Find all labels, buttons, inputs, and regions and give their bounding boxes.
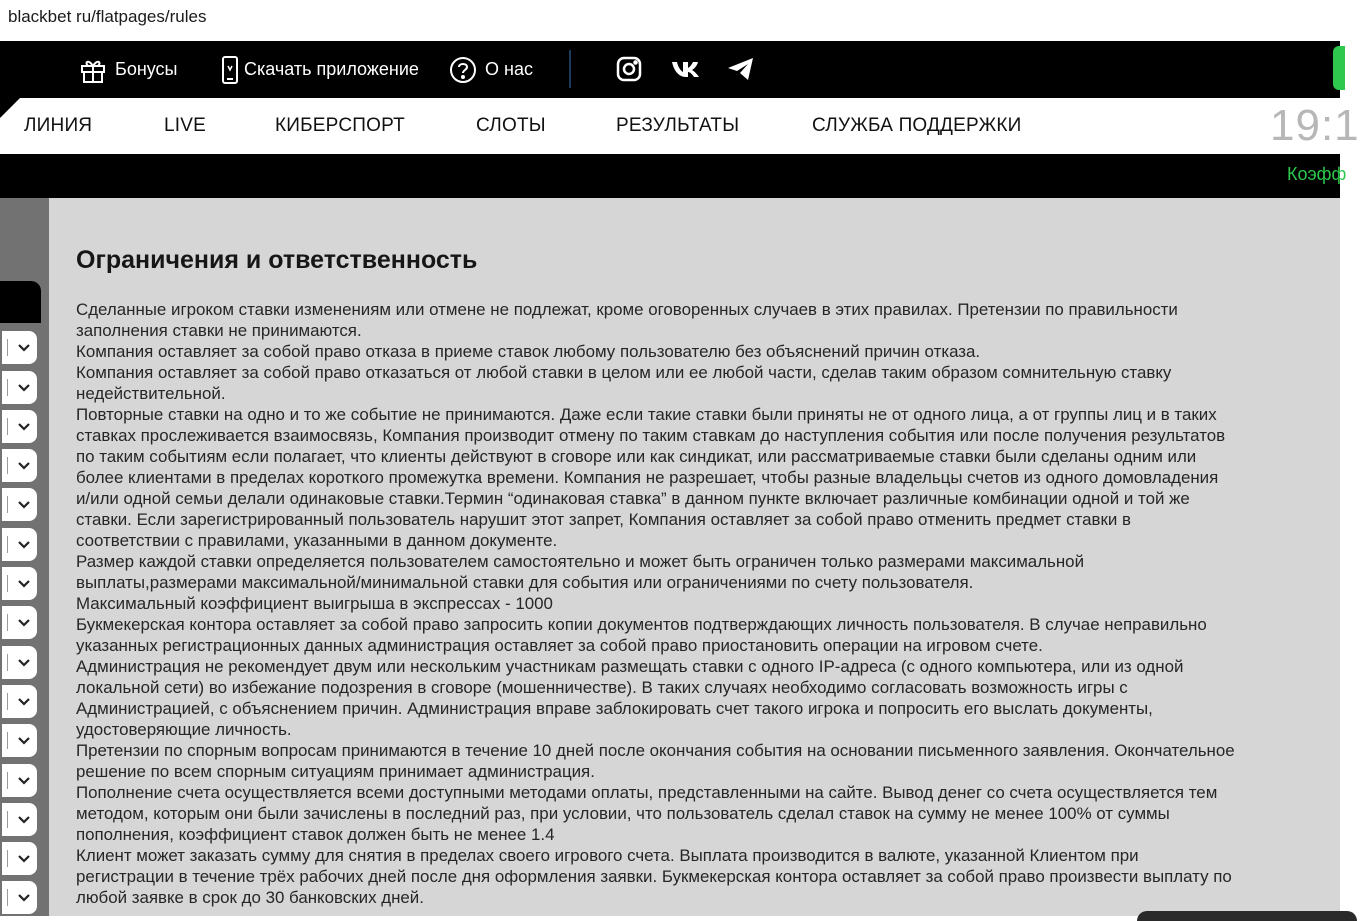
chevron-down-icon	[17, 736, 31, 746]
chevron-down-icon	[17, 343, 31, 353]
rules-text	[76, 299, 1338, 908]
rules-line: Компания оставляет за собой право отказаться от любой ставки в целом или ее любой части, сделав таким образом сомнительную ставку	[76, 363, 1172, 382]
sidebar-expand-button[interactable]	[2, 803, 37, 836]
sidebar-expand-button[interactable]	[2, 567, 37, 600]
rules-line: соответствии с правилами, указанными в данном документе.	[76, 531, 558, 550]
rules-line: Клиент может заказать сумму для снятия в пределах своего игрового счета. Выплата производится в валюте, указанной Клиентом при	[76, 846, 1139, 865]
chevron-down-icon	[17, 815, 31, 825]
nav-slots[interactable]: СЛОТЫ	[476, 115, 546, 136]
sidebar-expand-button[interactable]	[2, 881, 37, 914]
ticker-bar	[0, 154, 1347, 198]
rules-line: регистрации в течение трёх рабочих дней после дня оформления заявки. Букмекерская контора оставляет за собой право произвести выплату по	[76, 867, 1232, 886]
chevron-down-icon	[17, 422, 31, 432]
sidebar-expand-button[interactable]	[2, 371, 37, 404]
rules-line: ставках прослеживается взаимосвязь, Компания производит отмену по таким ставкам до наступления события или после получения результатов	[76, 426, 1226, 445]
sidebar-expand-button[interactable]	[2, 685, 37, 718]
rules-line: Пополнение счета осуществляется всеми доступными методами оплаты, представленными на сайте. Вывод денег со счета осуществляется тем	[76, 783, 1218, 802]
rules-line: Претензии по спорным вопросам принимаются в течение 10 дней после окончания события на основании письменного заявления. Окончательное	[76, 741, 1235, 760]
rules-line: локальной сети) во избежание подозрения в сговоре (мошенничестве). В таких случаях необходимо согласовать возможность игры с	[76, 678, 1128, 697]
sidebar-expand-button[interactable]	[2, 449, 37, 482]
rules-line: по таким событиям если полагает, что клиенты действуют в сговоре или как синдикат, или рассматриваемые ставки были сделаны одним или	[76, 447, 1197, 466]
rules-line: Администрация не рекомендует двум или нескольким участникам размещать ставки с одного IP-адреса (с одного компьютера, или из одной	[76, 657, 1184, 676]
sidebar-expand-button[interactable]	[2, 488, 37, 521]
rules-line: Повторные ставки на одно и то же событие не принимаются. Даже если такие ставки были приняты не от одного лица, а от группы лиц и в таких	[76, 405, 1217, 424]
rules-line: Компания оставляет за собой право отказа в приеме ставок любому пользователю без объяснений причин отказа.	[76, 342, 981, 361]
url-text[interactable]: blackbet ru/flatpages/rules	[8, 7, 207, 26]
rules-line: методом, которым они были зачислены в последний раз, при условии, что пользователь сделал ставок на сумму не менее 100% от суммы	[76, 804, 1170, 823]
sidebar-header	[0, 281, 41, 323]
download-app-label: Скачать приложение	[244, 59, 419, 79]
chevron-down-icon	[17, 461, 31, 471]
chevron-down-icon	[17, 618, 31, 628]
sidebar-expand-button[interactable]	[2, 646, 37, 679]
rules-line: заполнения ставки не принимаются.	[76, 321, 362, 340]
rules-line: Букмекерская контора оставляет за собой право запросить копии документов подтверждающих личность пользователя. В случае неправильно	[76, 615, 1207, 634]
chevron-down-icon	[17, 579, 31, 589]
rules-line: ставки. Если зарегистрированный пользователь нарушит этот запрет, Компания оставляет за собой право отменить предмет ставки в	[76, 510, 1131, 529]
sidebar-expand-button[interactable]	[2, 606, 37, 639]
rules-line: любой заявке в срок до 30 банковских дней.	[76, 888, 424, 907]
question-icon	[449, 56, 477, 84]
chevron-down-icon	[17, 500, 31, 510]
clock: 19:1	[1270, 101, 1360, 150]
phone-icon	[221, 56, 239, 84]
rules-line: выплаты,размерами максимальной/минимальной ставки для события или ограничениями по счету пользователя.	[76, 573, 974, 592]
instagram-icon[interactable]	[615, 55, 643, 83]
rules-line: Сделанные игроком ставки изменениям или отмене не подлежат, кроме оговоренных случаев в этих правилах. Претензии по правильности	[76, 300, 1178, 319]
nav-results[interactable]: РЕЗУЛЬТАТЫ	[616, 115, 740, 136]
nav-line[interactable]: ЛИНИЯ	[24, 115, 93, 136]
sidebar-expand-button[interactable]	[2, 764, 37, 797]
nav-notch	[0, 98, 20, 118]
floating-button[interactable]	[1137, 911, 1357, 921]
gift-icon	[79, 56, 107, 84]
bonuses-label: Бонусы	[115, 59, 178, 79]
ticker-text[interactable]: Коэфф	[1287, 164, 1347, 184]
download-app-link[interactable]	[221, 41, 419, 98]
browser-address-bar[interactable]	[0, 0, 1340, 41]
rules-line: недействительной.	[76, 384, 226, 403]
top-bar	[0, 41, 1340, 98]
chevron-down-icon	[17, 540, 31, 550]
rules-line: Максимальный коэффициент выигрыша в экспрессах - 1000	[76, 594, 553, 613]
nav-esports[interactable]: КИБЕРСПОРТ	[275, 115, 405, 136]
rules-line: Администрацией, с объяснением причин. Администрация вправе заблокировать счет такого игрока и попросить его выслать документы,	[76, 699, 1153, 718]
chevron-down-icon	[17, 776, 31, 786]
sidebar-expand-button[interactable]	[2, 331, 37, 364]
chevron-down-icon	[17, 697, 31, 707]
vk-icon[interactable]	[671, 55, 701, 83]
chevron-down-icon	[17, 658, 31, 668]
nav-live[interactable]: LIVE	[164, 115, 206, 136]
green-side-button[interactable]	[1333, 46, 1345, 90]
about-label: О нас	[485, 59, 533, 79]
chevron-down-icon	[17, 383, 31, 393]
sidebar-expand-button[interactable]	[2, 410, 37, 443]
about-link[interactable]	[449, 41, 533, 98]
main-nav	[0, 98, 1360, 154]
sidebar-expand-button[interactable]	[2, 842, 37, 875]
telegram-icon[interactable]	[727, 55, 755, 83]
page-title: Ограничения и ответственность	[76, 246, 478, 274]
bonuses-link[interactable]	[79, 41, 178, 98]
sidebar-expand-button[interactable]	[2, 724, 37, 757]
rules-line: указанных регистрационных данных администрация оставляет за собой право приостановить операции на игровом счете.	[76, 636, 1043, 655]
rules-line: пополнения, коэффициент ставок должен быть не менее 1.4	[76, 825, 555, 844]
sidebar-expand-button[interactable]	[2, 528, 37, 561]
rules-line: решение по всем спорным ситуациям принимает администрация.	[76, 762, 595, 781]
chevron-down-icon	[17, 854, 31, 864]
topbar-divider	[569, 50, 571, 88]
chevron-down-icon	[17, 893, 31, 903]
rules-line: Размер каждой ставки определяется пользователем самостоятельно и может быть ограничен только размерами максимальной	[76, 552, 1085, 571]
rules-line: удостоверяющие личность.	[76, 720, 292, 739]
rules-line: и/или одной семьи делали одинаковые ставки.Термин “одинаковая ставка” в данном пункте включает различные комбинации одной и той же	[76, 489, 1190, 508]
rules-line: более клиентами в пределах короткого промежутка времени. Компания не разрешает, чтобы разные владельцы счетов из одного домовладения	[76, 468, 1219, 487]
nav-support[interactable]: СЛУЖБА ПОДДЕРЖКИ	[812, 115, 1022, 136]
